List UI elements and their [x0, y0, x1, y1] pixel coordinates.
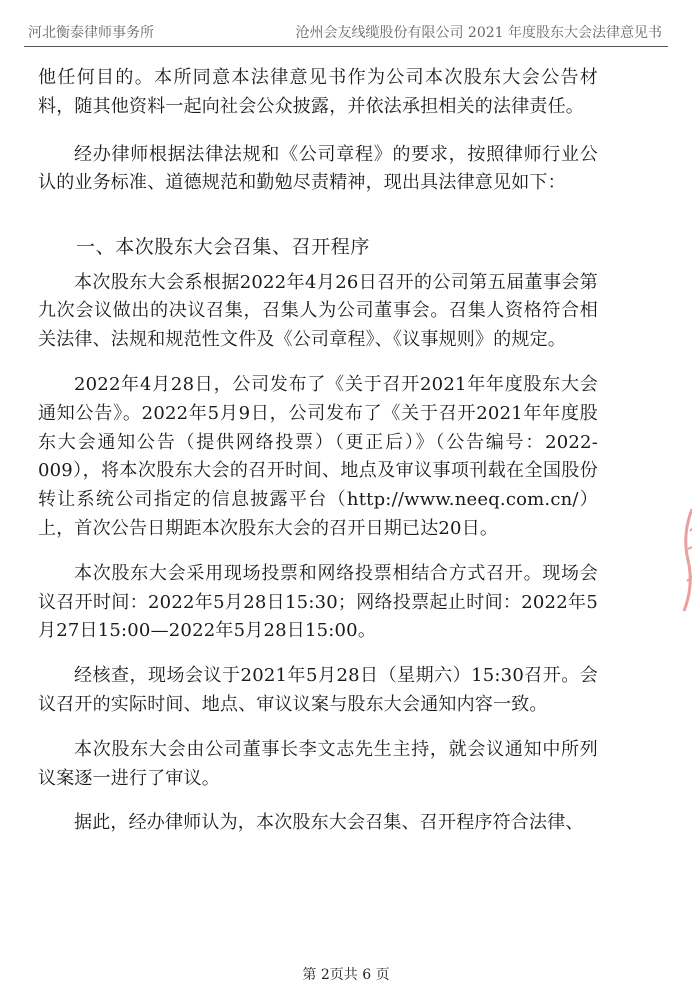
page-header — [24, 22, 668, 47]
page-number: 第 2页共 6 页 — [302, 967, 390, 983]
paragraph-1: 他任何目的。本所同意本法律意见书作为公司本次股东大会公告材料，随其他资料一起向社会公众披露，并依法承担相关的法律责任。 — [38, 67, 598, 117]
paragraph-8: 据此，经办律师认为，本次股东大会召集、召开程序符合法律、 — [74, 812, 584, 834]
paragraph-4: 2022年4月28日，公司发布了《关于召开2021年年度股东大会通知公告》。2022年5月9日，公司发布了《关于召开2021年年度股东大会通知公告（提供网络投票）（更正后）》（公告编号：2022-009），将本次股东大会的召开时间、地点及审议事项刊载在全国股份转让系统公司指定的信息披露平台（http://www.neeq.com.cn/）上，首次公告日期距本次股东大会的召开日期已达20日。 — [38, 373, 598, 539]
paragraph-3: 本次股东大会系根据2022年4月26日召开的公司第五届董事会第九次会议做出的决议召集，召集人为公司董事会。召集人资格符合相关法律、法规和规范性文件及《公司章程》、《议事规则》的规定。 — [38, 271, 598, 351]
paragraph-6: 经核查，现场会议于2021年5月28日（星期六）15:30召开。会议召开的实际时间、地点、审议议案与股东大会通知内容一致。 — [38, 665, 598, 715]
paragraph-7: 本次股东大会由公司董事长李文志先生主持，就会议通知中所列议案逐一进行了审议。 — [38, 738, 598, 789]
section-heading-1: 一、本次股东大会召集、召开程序 — [76, 236, 371, 259]
page-footer — [0, 964, 692, 984]
seal-stamp-edge — [678, 505, 692, 615]
paragraph-5: 本次股东大会采用现场投票和网络投票相结合方式召开。现场会议召开时间：2022年5月28日15:30；网络投票起止时间：2022年5月27日15:00—2022年5月28日15:00。 — [38, 562, 598, 642]
document-body — [38, 64, 598, 854]
paragraph-2: 经办律师根据法律法规和《公司章程》的要求，按照律师行业公认的业务标准、道德规范和勤勉尽责精神，现出具法律意见如下： — [38, 143, 598, 194]
header-firm-name: 河北衡泰律师事务所 — [28, 25, 154, 41]
header-document-title: 沧州会友线缆股份有限公司 2021 年度股东大会法律意见书 — [295, 25, 662, 41]
